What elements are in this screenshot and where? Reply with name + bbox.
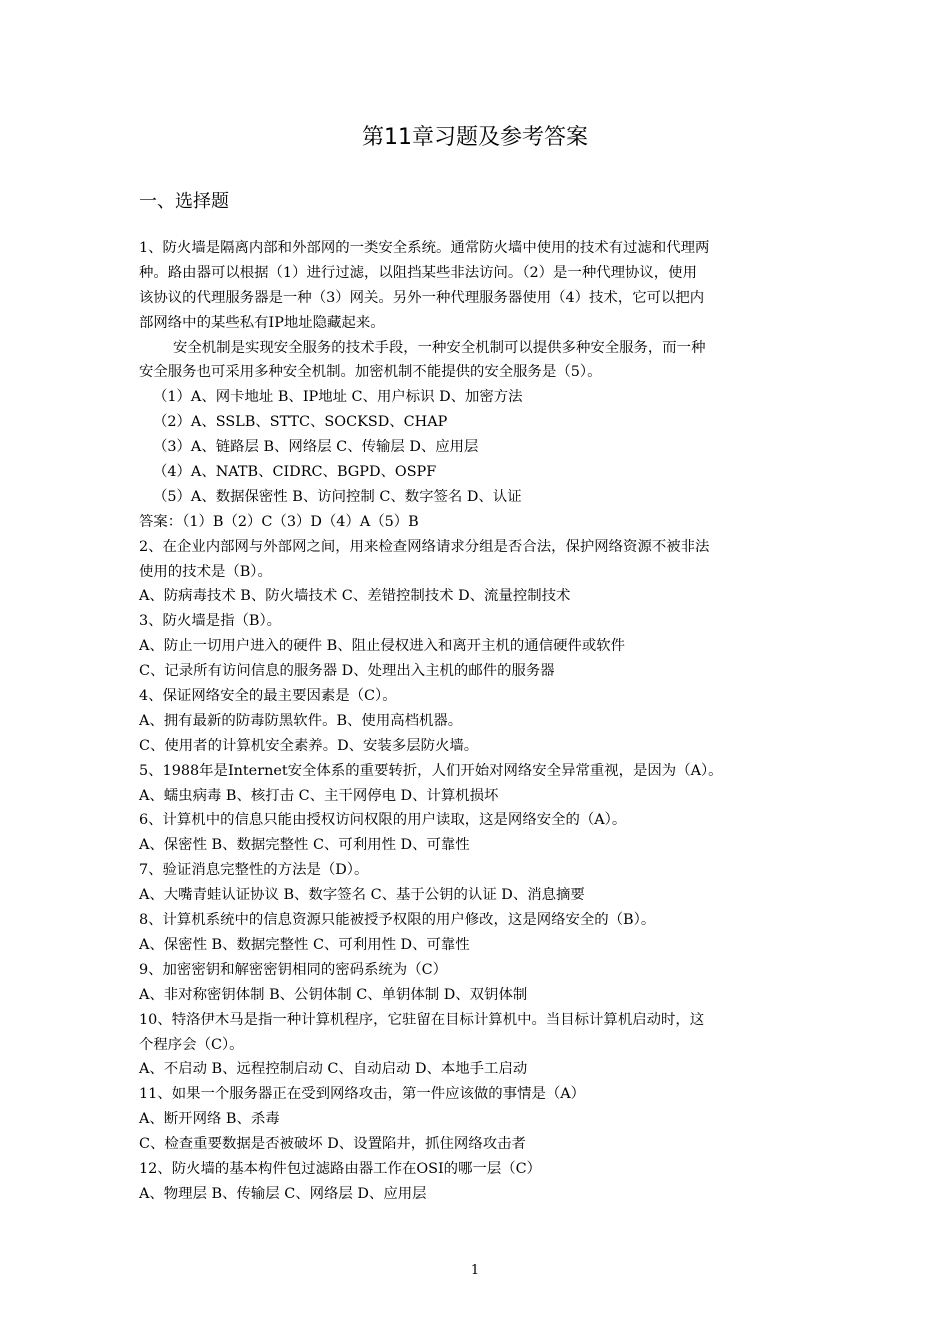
page-title: 第11章习题及参考答案 [362,125,588,150]
option-line: A、物理层 B、传输层 C、网络层 D、应用层 [139,1185,427,1202]
option-line: A、拥有最新的防毒防黑软件。B、使用高档机器。 [139,712,463,729]
section-heading: 一、选择题 [139,191,229,212]
text-line: 种。路由器可以根据（1）进行过滤，以阻挡某些非法访问。（2）是一种代理协议，使用 [139,264,697,281]
text-line: 部网络中的某些私有IP地址隐藏起来。 [139,314,385,331]
option-line: A、保密性 B、数据完整性 C、可利用性 D、可靠性 [139,936,470,953]
option-line: A、非对称密钥体制 B、公钥体制 C、单钥体制 D、双钥体制 [139,986,528,1003]
option-line: A、防止一切用户进入的硬件 B、阻止侵权进入和离开主机的通信硬件或软件 [139,638,626,655]
option-line: A、防病毒技术 B、防火墙技术 C、差错控制技术 D、流量控制技术 [139,588,571,605]
option-line: （4）A、NATB、CIDRC、BGPD、OSPF [153,464,437,481]
option-line: A、不启动 B、远程控制启动 C、自动启动 D、本地手工启动 [139,1061,528,1078]
question-line: 12、防火墙的基本构件包过滤路由器工作在OSI的哪一层（C） [139,1160,542,1177]
text-line: 安全服务也可采用多种安全机制。加密机制不能提供的安全服务是（5）。 [139,364,602,381]
option-line: C、检查重要数据是否被破坏 D、设置陷井，抓住网络攻击者 [139,1136,526,1153]
answer-line: 答案：（1）B（2）C（3）D（4）A（5）B [139,513,419,530]
question-line: 4、保证网络安全的最主要因素是（C）。 [139,688,397,705]
option-line: （5）A、数据保密性 B、访问控制 C、数字签名 D、认证 [153,488,522,505]
option-line: A、保密性 B、数据完整性 C、可利用性 D、可靠性 [139,837,470,854]
question-line: 5、1988年是Internet安全体系的重要转折，人们开始对网络安全异常重视，是因为（A）。 [139,762,723,779]
option-line: A、大嘴青蛙认证协议 B、数字签名 C、基于公钥的认证 D、消息摘要 [139,887,585,904]
option-line: A、蠕虫病毒 B、核打击 C、主干网停电 D、计算机损坏 [139,787,499,804]
option-line: （1）A、网卡地址 B、IP地址 C、用户标识 D、加密方法 [153,389,523,406]
page-number: 1 [470,1263,480,1278]
question-line: 10、特洛伊木马是指一种计算机程序，它驻留在目标计算机中。当目标计算机启动时，这 [139,1011,705,1028]
option-line: A、断开网络 B、杀毒 [139,1111,280,1128]
question-line: 6、计算机中的信息只能由授权访问权限的用户读取，这是网络安全的（A）。 [139,812,627,829]
option-line: C、记录所有访问信息的服务器 D、处理出入主机的邮件的服务器 [139,663,555,680]
option-line: （3）A、链路层 B、网络层 C、传输层 D、应用层 [153,439,479,456]
question-line: 11、如果一个服务器正在受到网络攻击，第一件应该做的事情是（A） [139,1086,586,1103]
text-line: 该协议的代理服务器是一种（3）网关。另外一种代理服务器使用（4）技术，它可以把内 [139,289,705,306]
question-line: 7、验证消息完整性的方法是（D）。 [139,862,369,879]
question-line: 3、防火墙是指（B）。 [139,613,282,630]
option-line: C、使用者的计算机安全素养。D、安装多层防火墙。 [139,737,479,754]
question-line: 8、计算机系统中的信息资源只能被授予权限的用户修改，这是网络安全的（B）。 [139,912,656,929]
option-line: （2）A、SSLB、STTC、SOCKSD、CHAP [153,414,448,431]
text-line: 1、防火墙是隔离内部和外部网的一类安全系统。通常防火墙中使用的技术有过滤和代理两 [139,240,710,256]
question-line: 9、加密密钥和解密密钥相同的密码系统为（C） [139,961,447,978]
document-body [139,236,815,1207]
text-line: 安全机制是实现安全服务的技术手段，一种安全机制可以提供多种安全服务，而一种 [173,339,706,356]
question-line: 使用的技术是（B）。 [139,563,272,580]
question-line: 个程序会（C）。 [139,1036,244,1053]
question-line: 2、在企业内部网与外部网之间，用来检查网络请求分组是否合法，保护网络资源不被非法 [139,538,710,555]
